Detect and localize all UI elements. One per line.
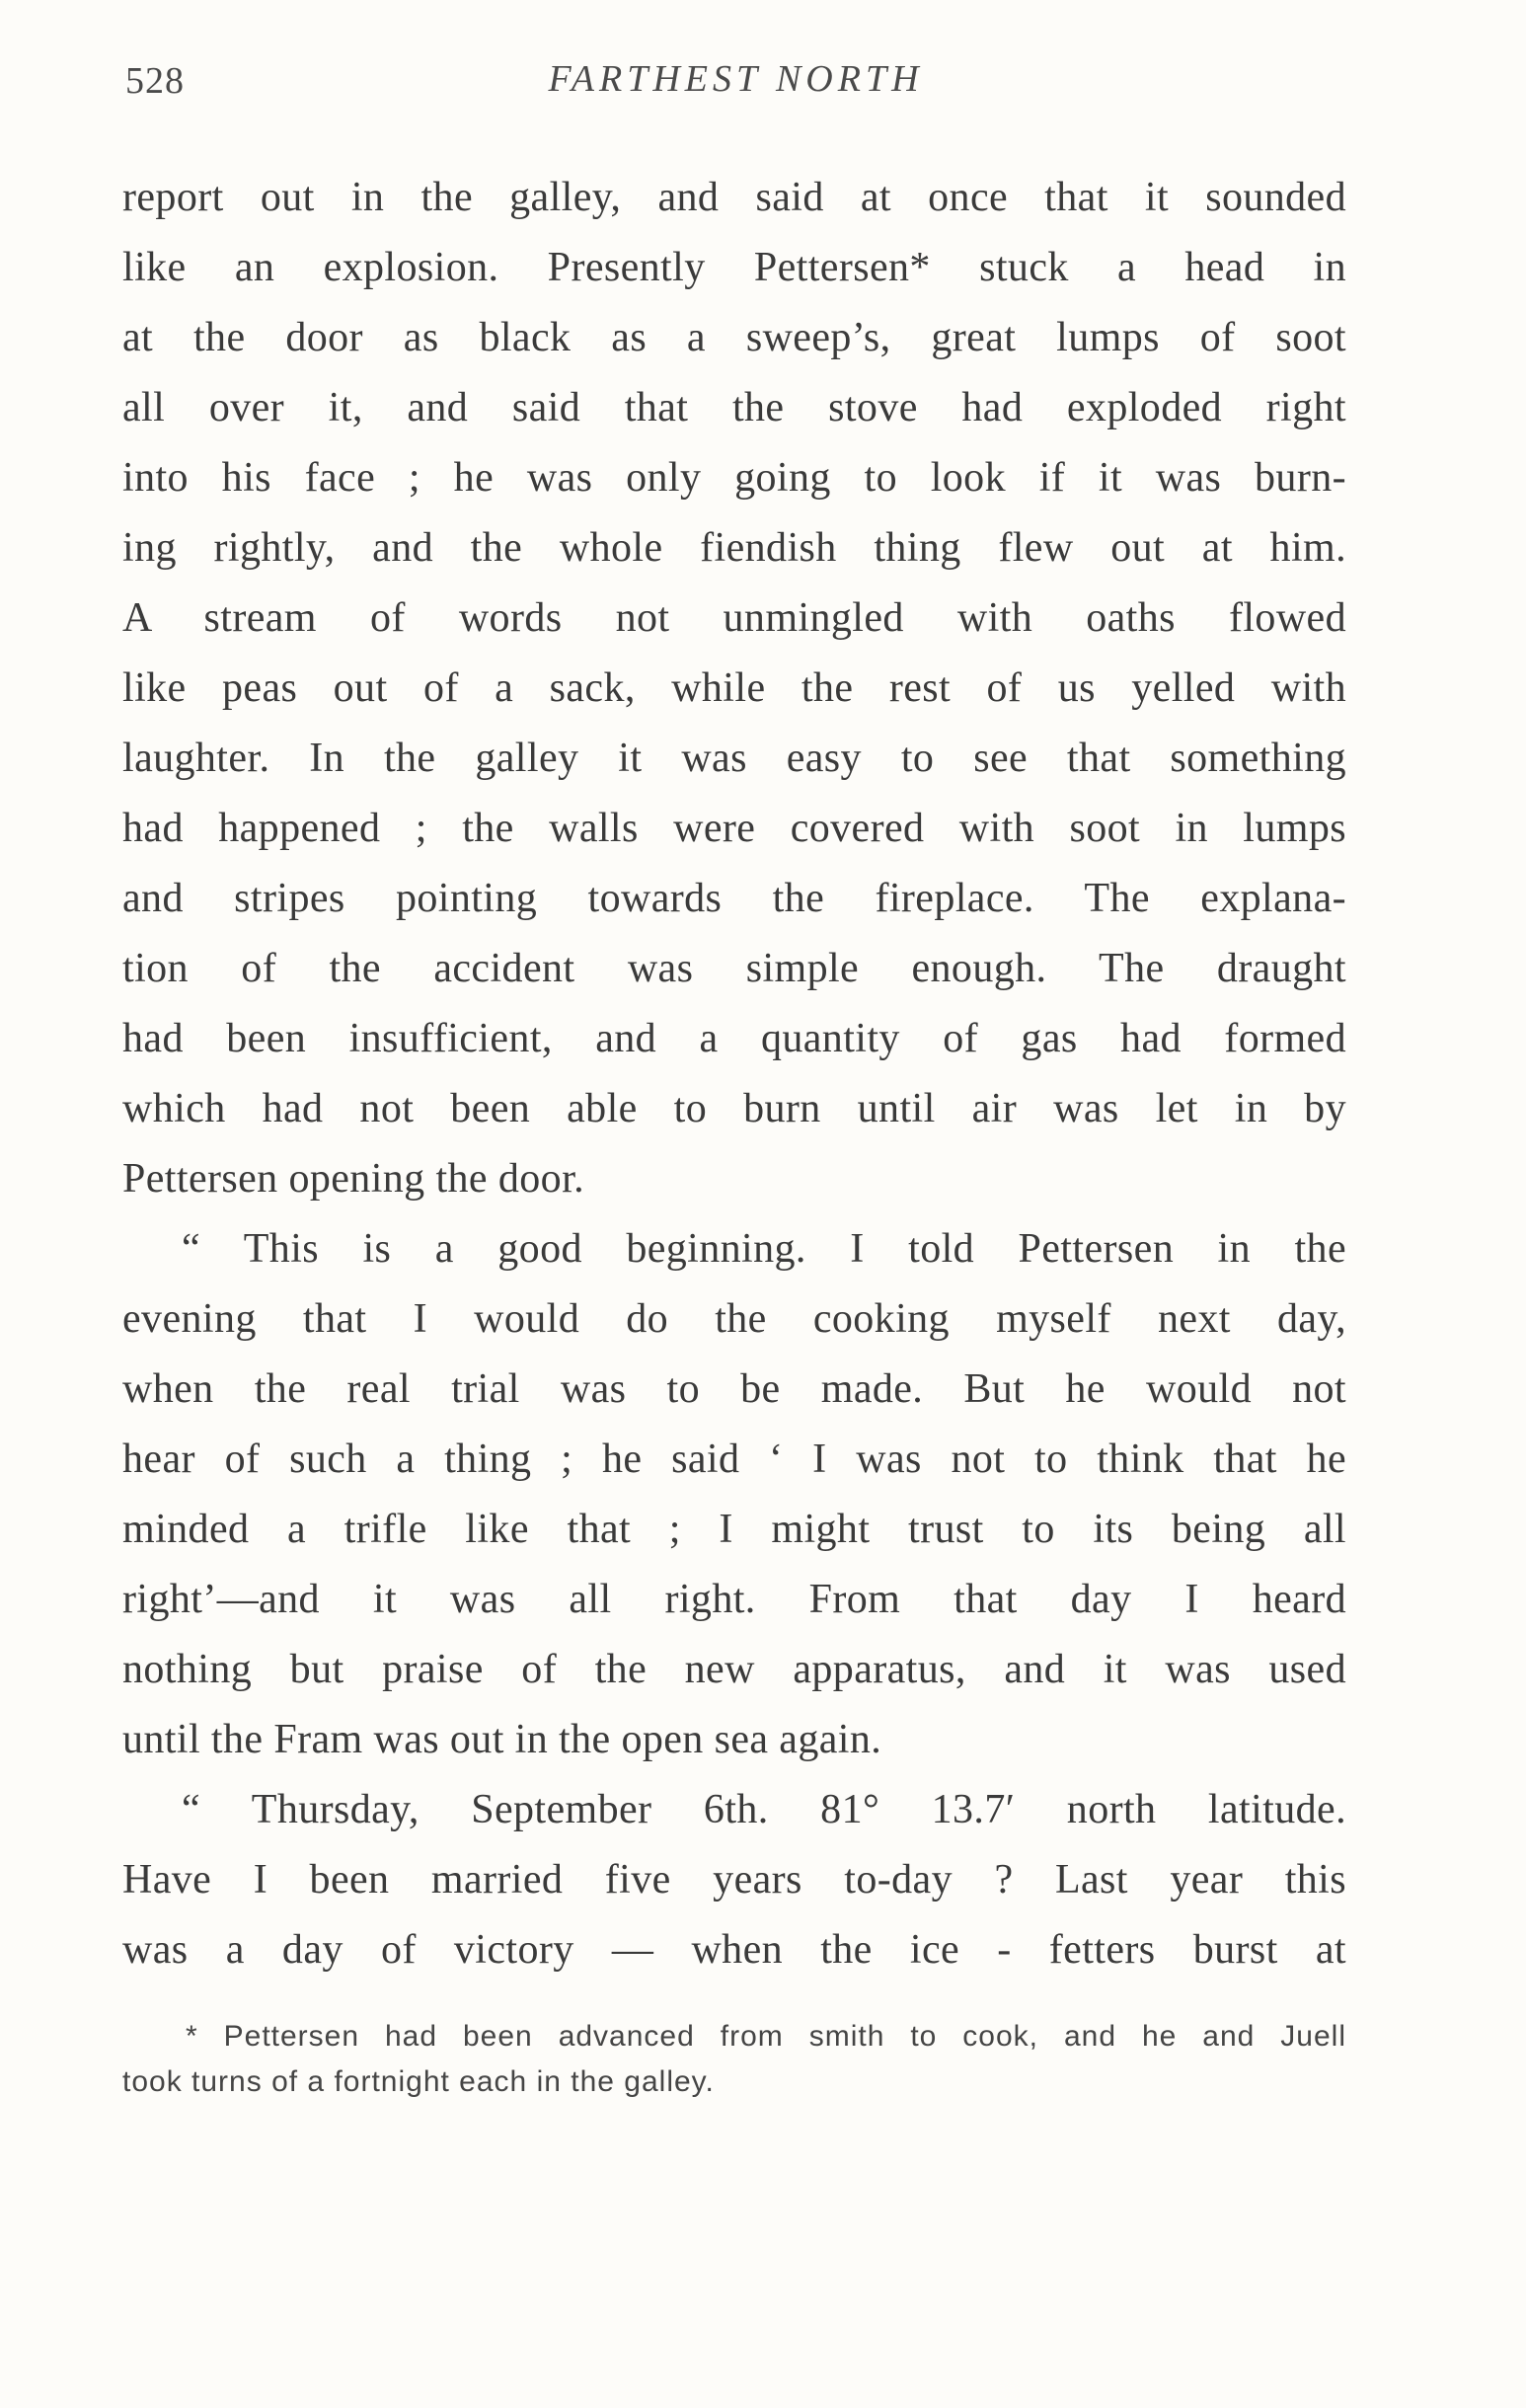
text-line: into his face ; he was only going to look if it was burn- — [122, 455, 1346, 501]
text-line: A stream of words not unmingled with oaths flowed — [122, 595, 1346, 641]
text-line: at the door as black as a sweep’s, great lumps of soot — [122, 315, 1346, 360]
text-line: ing rightly, and the whole fiendish thing flew out at him. — [122, 525, 1346, 571]
text-line: “ Thursday, September 6th. 81° 13.7′ north latitude. — [182, 1787, 1346, 1832]
text-line: was a day of victory — when the ice - fetters burst at — [122, 1927, 1346, 1973]
text-line: until the Fram was out in the open sea again. — [122, 1717, 882, 1762]
text-line: evening that I would do the cooking myself next day, — [122, 1296, 1346, 1342]
text-line: hear of such a thing ; he said ‘ I was not to think that he — [122, 1437, 1346, 1482]
text-line: right’—and it was all right. From that day I heard — [122, 1577, 1346, 1622]
running-title: FARTHEST NORTH — [548, 58, 924, 100]
text-line: and stripes pointing towards the fireplace. The explana- — [122, 876, 1346, 921]
text-line: had been insufficient, and a quantity of gas had formed — [122, 1016, 1346, 1061]
text-line: “ This is a good beginning. I told Pettersen in the — [182, 1226, 1346, 1272]
page-header — [125, 51, 1346, 111]
text-line: like an explosion. Presently Pettersen* stuck a head in — [122, 245, 1346, 290]
footnote-line: * Pettersen had been advanced from smith to cook, and he and Juell — [186, 2020, 1346, 2053]
text-line: when the real trial was to be made. But he would not — [122, 1366, 1346, 1412]
text-line: like peas out of a sack, while the rest of us yelled with — [122, 665, 1346, 711]
text-line: had happened ; the walls were covered with soot in lumps — [122, 806, 1346, 851]
text-line: report out in the galley, and said at once that it sounded — [122, 175, 1346, 220]
text-line: nothing but praise of the new apparatus, and it was used — [122, 1647, 1346, 1692]
footnote — [122, 2014, 1346, 2105]
text-line: all over it, and said that the stove had exploded right — [122, 385, 1346, 430]
page-number: 528 — [125, 60, 185, 102]
text-line: tion of the accident was simple enough. The draught — [122, 946, 1346, 991]
text-line: laughter. In the galley it was easy to see that something — [122, 736, 1346, 781]
text-line: Pettersen opening the door. — [122, 1156, 585, 1202]
text-line: Have I been married five years to-day ? Last year this — [122, 1857, 1346, 1903]
text-line: minded a trifle like that ; I might trust to its being all — [122, 1507, 1346, 1552]
footnote-line: took turns of a fortnight each in the galley. — [122, 2065, 715, 2098]
body-text — [122, 163, 1346, 1985]
text-line: which had not been able to burn until air was let in by — [122, 1086, 1346, 1131]
